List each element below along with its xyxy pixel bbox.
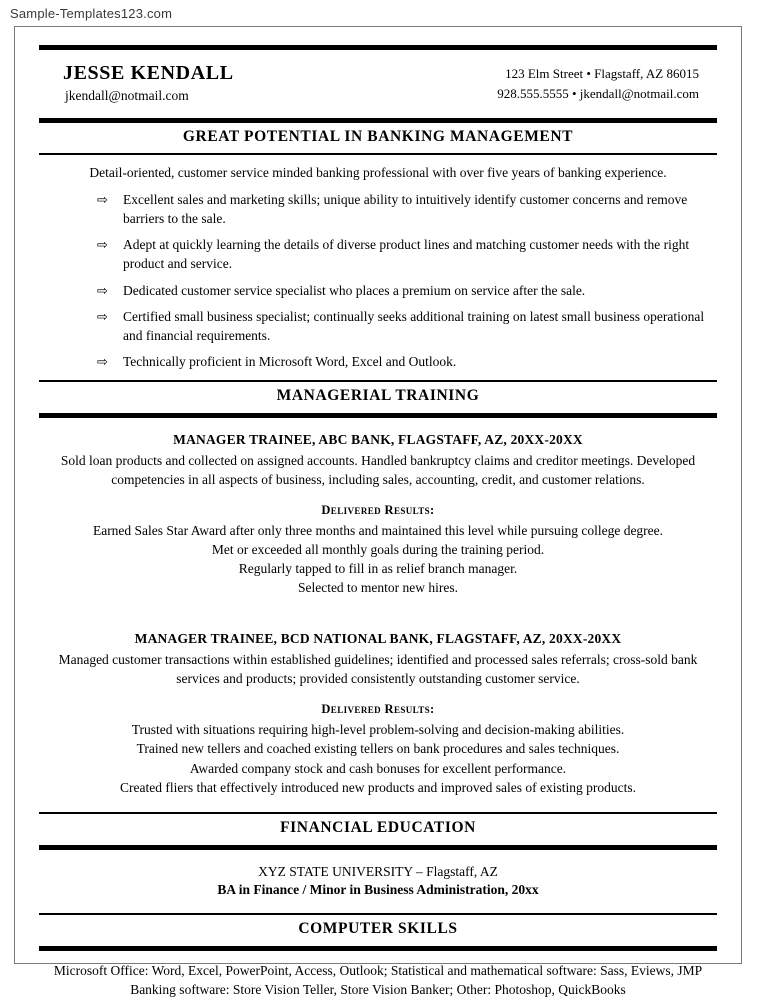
job-entry-1 <box>39 432 717 597</box>
list-item <box>97 282 707 301</box>
list-item <box>97 308 707 345</box>
list-item-text: Dedicated customer service specialist who places a premium on service after the sale. <box>123 282 586 298</box>
list-item: Created fliers that effectively introduced new products and improved sales of existing products. <box>120 779 636 795</box>
results-label: Delivered Results: <box>321 502 435 517</box>
job-title: MANAGER TRAINEE, ABC BANK, FLAGSTAFF, AZ, 20XX-20XX <box>173 432 583 447</box>
job-entry-2 <box>39 631 717 796</box>
name-block <box>45 62 234 104</box>
section-heading-computer-skills: COMPUTER SKILLS <box>298 919 458 937</box>
job-description: Managed customer transactions within established guidelines; identified and processed sales referrals; cross-sold bank services and products; provided consistently outstanding customer service. <box>58 652 698 687</box>
list-item <box>97 236 707 273</box>
site-watermark: Sample-Templates123.com <box>10 6 173 21</box>
education-school: XYZ STATE UNIVERSITY – Flagstaff, AZ <box>258 863 498 879</box>
resume-header <box>39 50 717 114</box>
summary-statement: Detail-oriented, customer service minded banking professional with over five years of banking experience. <box>89 165 667 180</box>
section-spacer <box>39 797 717 809</box>
list-item-text: Adept at quickly learning the details of diverse product lines and matching customer needs with the right product and service. <box>123 237 690 271</box>
job-results-list <box>39 720 717 797</box>
list-item: Trained new tellers and coached existing tellers on bank procedures and sales techniques. <box>136 741 620 757</box>
job-results-list <box>39 521 717 598</box>
list-item: Met or exceeded all monthly goals during the training period. <box>211 541 545 557</box>
section-spacer-2 <box>39 898 717 910</box>
job-spacer <box>39 597 717 617</box>
arrow-bullet-icon: ⇨ <box>97 282 108 298</box>
headline: GREAT POTENTIAL IN BANKING MANAGEMENT <box>182 128 574 145</box>
skills-line: Banking software: Store Vision Teller, Store Vision Banker; Other: Photoshop, QuickBooks <box>130 982 626 998</box>
section-heading-financial-education: FINANCIAL EDUCATION <box>280 818 476 836</box>
divider-below-managerial <box>39 413 717 418</box>
resume-page <box>14 26 742 998</box>
arrow-bullet-icon: ⇨ <box>97 237 108 253</box>
contact-phone-email: 928.555.5555 • jkendall@notmail.com <box>497 85 699 101</box>
list-item: Regularly tapped to fill in as relief branch manager. <box>238 561 518 577</box>
qualification-list <box>39 191 717 372</box>
resume-content <box>15 27 741 998</box>
arrow-bullet-icon: ⇨ <box>97 354 108 370</box>
list-item <box>97 353 707 372</box>
candidate-email: jkendall@notmail.com <box>65 88 189 103</box>
results-label: Delivered Results: <box>321 702 435 717</box>
job-title: MANAGER TRAINEE, BCD NATIONAL BANK, FLAGSTAFF, AZ, 20XX-20XX <box>134 631 622 647</box>
list-item-text: Certified small business specialist; continually seeks additional training on latest small business operational and financial requirements. <box>123 309 705 343</box>
contact-block <box>497 62 711 103</box>
skills-line: Microsoft Office: Word, Excel, PowerPoint, Access, Outlook; Statistical and mathematical software: Sass, Eviews, JMP <box>53 962 703 978</box>
computer-skills-block <box>39 951 717 1000</box>
arrow-bullet-icon: ⇨ <box>97 192 108 207</box>
list-item-text: Technically proficient in Microsoft Word, Excel and Outlook. <box>123 354 457 370</box>
section-heading-managerial-training: MANAGERIAL TRAINING <box>276 387 480 404</box>
list-item: Awarded company stock and cash bonuses for excellent performance. <box>189 760 567 776</box>
arrow-bullet-icon: ⇨ <box>97 309 108 325</box>
job-description: Sold loan products and collected on assigned accounts. Handled bankruptcy claims and creditor meetings. Developed competencies in all aspects of business, including sales, accounting, credit, and customer relations. <box>60 453 696 487</box>
contact-address: 123 Elm Street • Flagstaff, AZ 86015 <box>505 66 699 81</box>
candidate-name: JESSE KENDALL <box>63 62 234 84</box>
list-item-text: Excellent sales and marketing skills; unique ability to intuitively identify customer concerns and remove barriers to the sale. <box>123 192 688 226</box>
education-degree: BA in Finance / Minor in Business Administration, 20xx <box>217 881 539 897</box>
list-item <box>97 191 707 228</box>
list-item: Earned Sales Star Award after only three months and maintained this level while pursuing college degree. <box>92 522 664 538</box>
list-item: Trusted with situations requiring high-level problem-solving and decision-making abilities. <box>131 722 625 738</box>
list-item: Selected to mentor new hires. <box>297 580 459 596</box>
